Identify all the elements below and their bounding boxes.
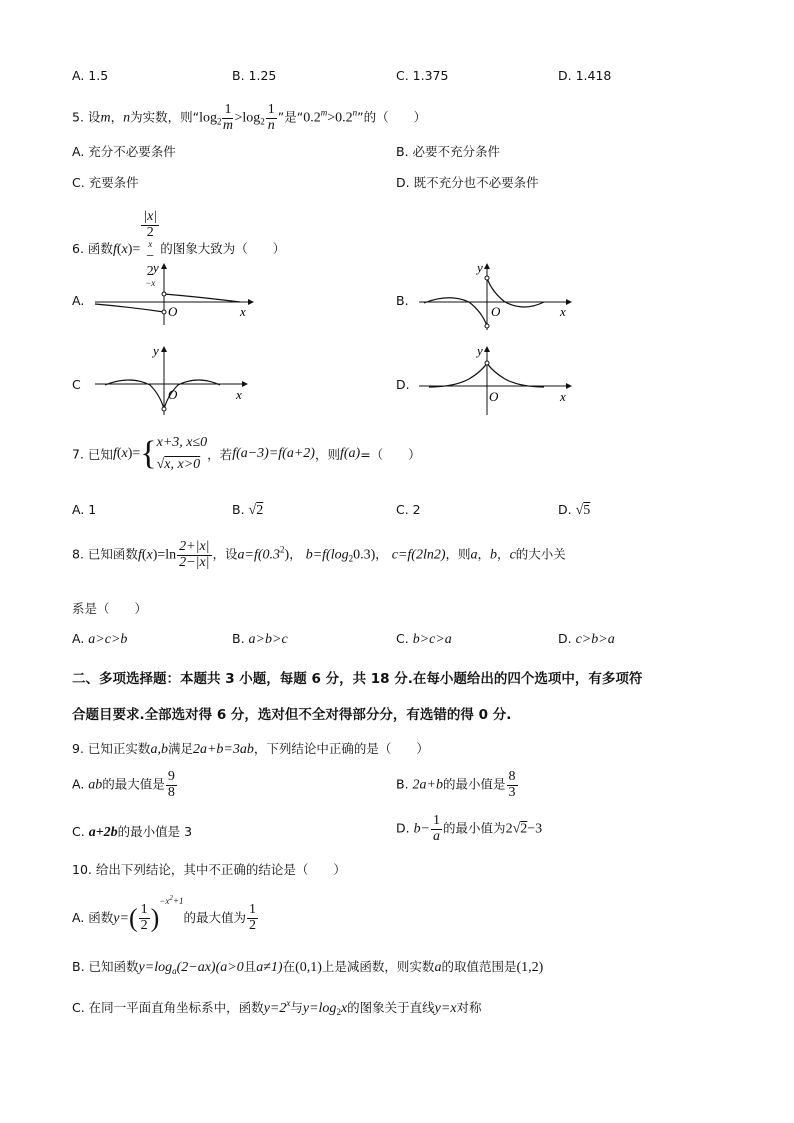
q7-option-a: A. 1 (72, 502, 97, 517)
section2-heading-line1: 二、多项选择题：本题共 3 小题，每题 6 分，共 18 分.在每小题给出的四个选项中，有多项符 (72, 671, 643, 687)
q9-option-c: C. a+2b的最小值是 3 (72, 824, 193, 840)
q5-option-c: C. 充要条件 (72, 175, 139, 190)
q7-stem: 7. 已知f(x)={ x+3, x≤0 √x, x>0 ，若f(a−3)=f(a+2)，则f(a)=（ ） (72, 435, 421, 472)
axis-x-label: x (240, 304, 246, 319)
q8-stem-cont: 系是（ ） (72, 601, 148, 616)
axis-x-label: x (236, 387, 242, 402)
q10-option-b: B. 已知函数$y=\log_a(2-ax)(a>0$且a≠1)在(0,1)上是减函数，则实数a的取值范围是(1,2) (72, 959, 544, 976)
q8-option-b: B. a>b>c (232, 631, 288, 647)
section2-heading-line2: 合题目要求.全部选对得 6 分，选对但不全对得部分分，有选错的得 0 分. (72, 707, 512, 723)
axis-y-label: y (477, 343, 483, 358)
axis-y-label: y (153, 260, 159, 275)
q10-stem: 10. 给出下列结论，其中不正确的结论是（ ） (72, 862, 346, 877)
q7-option-d: D. √5 (558, 502, 591, 518)
q4-option-c: C. 1.375 (396, 68, 449, 83)
q9-option-a: A. ab的最大值是 $\frac{9}{8}$ (72, 769, 175, 800)
q10-option-a: A. 函数y=( $\frac{1}{2}$ )$^{-x^2+1}$的最大值为 $\frac{1}{2}$ (72, 894, 256, 933)
q6-label-c: C (72, 377, 81, 392)
q4-option-a: A. 1.5 (72, 68, 109, 83)
origin-label: O (489, 389, 499, 404)
q6-graph-c (90, 343, 260, 418)
q9-stem: 9. 已知正实数a,b满足2a+b=3ab，下列结论中正确的是（ ） (72, 741, 429, 757)
q6-label-a: A. (72, 293, 85, 308)
q4-option-b: B. 1.25 (232, 68, 277, 83)
q8-option-a: A. a>c>b (72, 631, 128, 647)
q6-label-d: D. (396, 377, 410, 392)
q9-option-b: B. 2a+b的最小值是 $\frac{8}{3}$ (396, 769, 516, 800)
q9-option-d: D. b− $\frac{1}{a}$ 的最小值为2√2−3 (396, 813, 543, 844)
q6-graph-b (414, 260, 584, 335)
q5-option-d: D. 既不充分也不必要条件 (396, 175, 539, 190)
axis-y-label: y (477, 260, 483, 275)
q6-label-b: B. (396, 293, 409, 308)
q6-graph-a (90, 260, 260, 330)
origin-label: O (168, 387, 178, 402)
q8-option-d: D. c>b>a (558, 631, 615, 647)
axis-y-label: y (153, 343, 159, 358)
q6-stem: 6. 函数f(x)= |x| 2 x − 2 −x 的图象大致为（ ） (72, 209, 286, 289)
q5-option-a: A. 充分不必要条件 (72, 144, 176, 159)
q10-option-c: C. 在同一平面直角坐标系中，函数$y=2^x$与$y=\log_2x$的图象关于直线y=x对称 (72, 998, 482, 1017)
q4-option-d: D. 1.418 (558, 68, 612, 83)
origin-label: O (491, 304, 501, 319)
axis-x-label: x (560, 389, 566, 404)
q7-option-b: B. √2 (232, 502, 264, 518)
q6-graph-d (414, 343, 584, 418)
q5-stem: 5. 设m，n为实数，则“$\log_2$ $\frac{1}{m}$ $>\log_2$ $\frac{1}{n}$ ”是“$0.2^m>0.2^n$”的（ ） (72, 102, 427, 133)
q8-stem: 8. 已知函数f(x)=ln $\frac{2+|x|}{2-|x|}$ ，设$a=f(0.3^2)$， $b=f(\log_20.3)$， c=f(2ln2)，则a，b，c的大小关 (72, 539, 566, 570)
q7-option-c: C. 2 (396, 502, 421, 517)
q8-option-c: C. b>c>a (396, 631, 452, 647)
origin-label: O (168, 304, 178, 319)
q5-option-b: B. 必要不充分条件 (396, 144, 501, 159)
axis-x-label: x (560, 304, 566, 319)
